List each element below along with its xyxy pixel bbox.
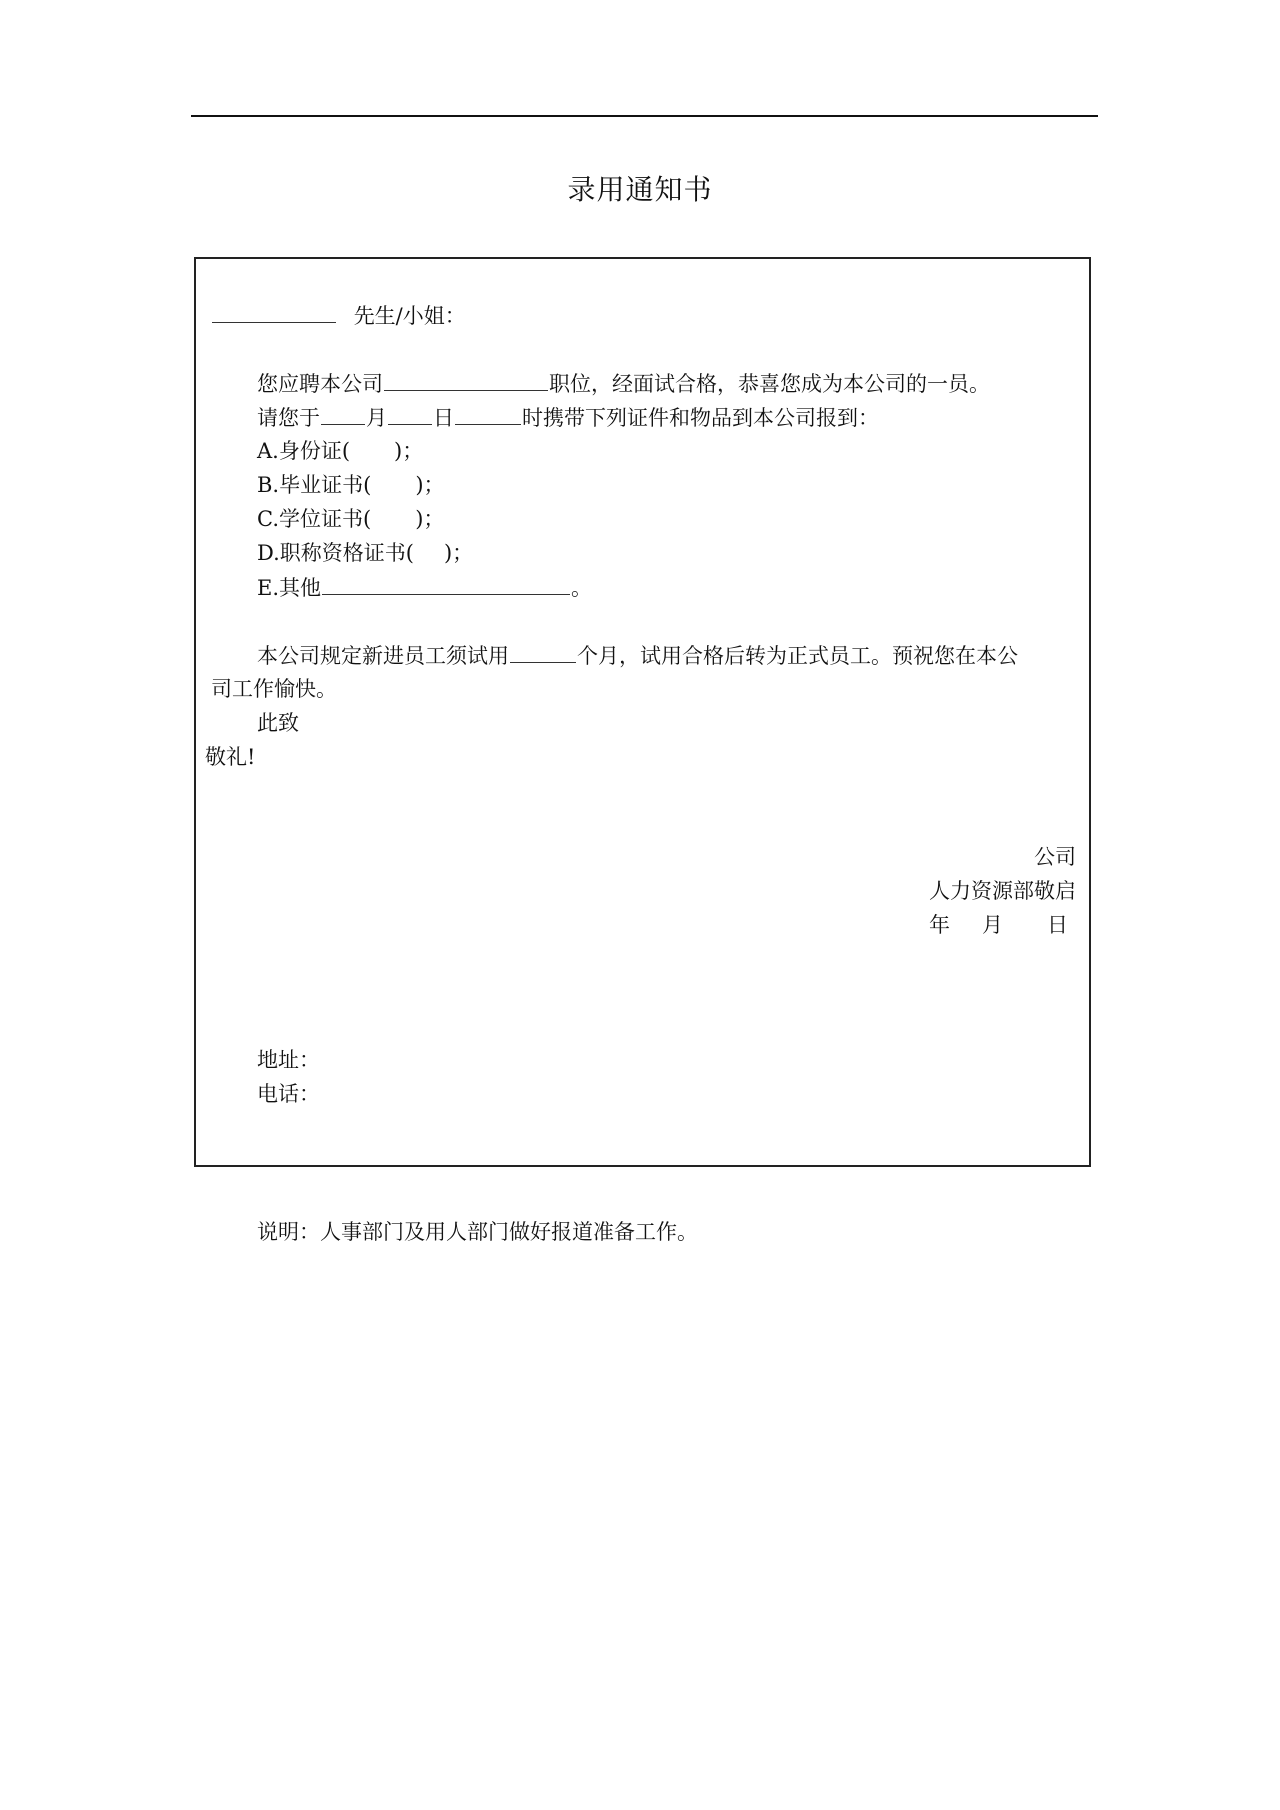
probation-suffix: 个月，试用合格后转为正式员工。预祝您在本公 — [577, 644, 1018, 668]
item-close: )； — [394, 439, 424, 463]
day-blank[interactable] — [388, 404, 432, 425]
item-degree — [257, 506, 444, 532]
header-rule — [191, 115, 1098, 117]
position-line — [257, 370, 990, 397]
item-label: B.毕业证书( — [257, 473, 372, 497]
day-label: 日 — [433, 406, 454, 430]
closing-ci-zhi: 此致 — [257, 711, 299, 735]
probation-line — [257, 642, 1018, 669]
position-blank[interactable] — [384, 370, 548, 391]
signature-company: 公司 — [1034, 845, 1076, 869]
signature-department: 人力资源部敬启 — [929, 879, 1076, 903]
item-id-card — [257, 438, 423, 464]
sig-year: 年 — [929, 913, 950, 937]
item-label: C.学位证书( — [257, 507, 372, 531]
report-date-line — [257, 404, 879, 431]
item-close: 。 — [571, 576, 593, 600]
item-label: D.职称资格证书( — [257, 541, 414, 565]
report-suffix: 时携带下列证件和物品到本公司报到： — [522, 406, 879, 430]
signature-date — [929, 912, 1068, 938]
position-prefix: 您应聘本公司 — [257, 372, 383, 396]
position-suffix: 职位，经面试合格，恭喜您成为本公司的一员。 — [549, 372, 990, 396]
footnote: 说明：人事部门及用人部门做好报道准备工作。 — [257, 1220, 698, 1244]
report-prefix: 请您于 — [257, 406, 320, 430]
month-blank[interactable] — [321, 404, 365, 425]
address-label: 地址： — [257, 1048, 320, 1072]
sig-day: 日 — [1047, 913, 1068, 937]
item-label: E.其他 — [257, 576, 322, 600]
item-close: )； — [415, 473, 445, 497]
salutation-text: 先生/小姐： — [353, 304, 466, 328]
item-close: )； — [443, 541, 474, 565]
sig-month: 月 — [982, 913, 1003, 937]
phone-label: 电话： — [257, 1082, 320, 1106]
probation-months-blank[interactable] — [510, 642, 576, 663]
page-title: 录用通知书 — [567, 173, 713, 206]
hour-blank[interactable] — [455, 404, 521, 425]
item-label: A.身份证( — [257, 439, 351, 463]
name-blank[interactable] — [212, 302, 336, 323]
closing-jing-li: 敬礼! — [205, 745, 256, 769]
month-label: 月 — [366, 406, 387, 430]
item-other — [257, 574, 592, 601]
item-diploma — [257, 472, 445, 498]
item-qualification — [257, 540, 473, 566]
salutation-line — [211, 302, 466, 329]
item-close: )； — [415, 507, 445, 531]
probation-continuation: 司工作愉快。 — [211, 677, 337, 701]
other-blank[interactable] — [322, 574, 570, 595]
probation-prefix: 本公司规定新进员工须试用 — [257, 644, 509, 668]
